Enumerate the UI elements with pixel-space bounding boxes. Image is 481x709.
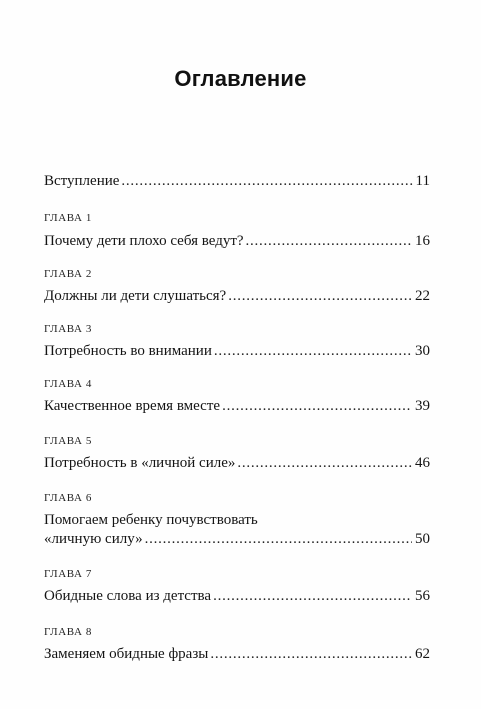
- dot-leader: [237, 454, 412, 472]
- dot-leader: [246, 232, 412, 250]
- chapter-label: ГЛАВА 6: [44, 492, 92, 504]
- toc-entry-title: Обидные слова из детства: [44, 588, 212, 604]
- dot-leader: [145, 530, 412, 548]
- toc-page-number: 16: [415, 233, 430, 249]
- chapter-label: ГЛАВА 4: [44, 378, 92, 390]
- toc-entry-chapter-7[interactable]: [44, 587, 430, 605]
- toc-page-number: 11: [415, 173, 430, 189]
- toc-entry-chapter-1[interactable]: [44, 232, 430, 250]
- dot-leader: [222, 397, 412, 415]
- dot-leader: [213, 587, 412, 605]
- chapter-label: ГЛАВА 2: [44, 268, 92, 280]
- chapter-label: ГЛАВА 7: [44, 568, 92, 580]
- toc-entry-intro[interactable]: [44, 172, 430, 190]
- toc-page-number: 46: [415, 455, 430, 471]
- dot-leader: [210, 645, 412, 663]
- toc-page-number: 50: [415, 531, 430, 547]
- dot-leader: [228, 287, 412, 305]
- toc-entry-chapter-5[interactable]: [44, 454, 430, 472]
- toc-entry-chapter-2[interactable]: [44, 287, 430, 305]
- chapter-label: ГЛАВА 8: [44, 626, 92, 638]
- toc-entry-chapter-4[interactable]: [44, 397, 430, 415]
- toc-entry-title: Заменяем обидные фразы: [44, 646, 209, 662]
- toc-entry-title: Почему дети плохо себя ведут?: [44, 233, 244, 249]
- chapter-label: ГЛАВА 5: [44, 435, 92, 447]
- toc-entry-chapter-8[interactable]: [44, 645, 430, 663]
- toc-page-number: 22: [415, 288, 430, 304]
- toc-entry-title: «личную силу»: [44, 531, 143, 547]
- toc-page-number: 56: [415, 588, 430, 604]
- dot-leader: [121, 172, 412, 190]
- toc-page-number: 62: [415, 646, 430, 662]
- toc-entry-chapter-6[interactable]: [44, 530, 430, 548]
- toc-entry-title: Потребность во внимании: [44, 343, 212, 359]
- chapter-label: ГЛАВА 1: [44, 212, 92, 224]
- toc-entry-title: Должны ли дети слушаться?: [44, 288, 227, 304]
- toc-page-number: 30: [415, 343, 430, 359]
- page-title: Оглавление: [174, 66, 307, 91]
- toc-entry-title: Вступление: [44, 173, 120, 189]
- toc-page-number: 39: [415, 398, 430, 414]
- toc-entry-title: Качественное время вместе: [44, 398, 221, 414]
- dot-leader: [214, 342, 412, 360]
- chapter-label: ГЛАВА 3: [44, 323, 92, 335]
- toc-entry-title-line1[interactable]: Помогаем ребенку почувствовать: [44, 512, 258, 528]
- toc-entry-title: Потребность в «личной силе»: [44, 455, 236, 471]
- toc-entry-chapter-3[interactable]: [44, 342, 430, 360]
